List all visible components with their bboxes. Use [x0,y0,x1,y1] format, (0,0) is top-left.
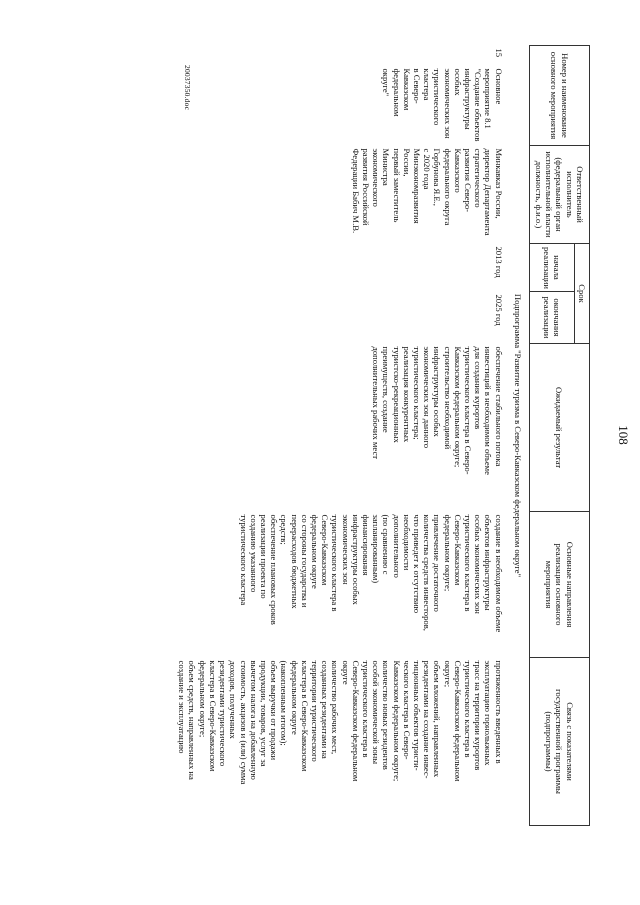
header-number-name: Номер и наименование основного мероприятия [529,46,589,146]
header-responsible: Ответственный исполнитель (федеральный орган исполнительной власти должность, ф.и.о.) [529,146,589,244]
header-srok: Срок [574,244,589,344]
row-name-cell [174,46,507,146]
table-row [174,46,507,826]
page-number: 108 [616,425,631,445]
rotated-document-page [177,45,640,825]
footer-doc-name: 20037350.doc [183,65,193,111]
subprogram-title: Подпрограмма "Развитие туризма в Северо-Кавказском федеральном округе" [512,293,523,578]
row-start: 2013 год [493,246,504,278]
header-start: начала реализации [529,244,574,292]
row-responsible: Минкавказ России, директор Департамента стратегического развития Северо- Кавказского федерального округа Горбунова Я.Е., с 2020 года Минэкономразвития России, первый заместитель Министра экономического развития Российской Федерации Бабич М.В. [350,148,504,236]
row-name: Основное мероприятие 8.1 "Создание объектов инфраструктуры особых экономических зон туристического кластера в Северо-Кавказском федеральном округе" [381,68,504,142]
header-main-directions: Основные направления реализации основного мероприятия [529,512,589,658]
header-expected-result: Ожидаемый результат [529,344,589,512]
row-indicators: протяженность введенных в эксплуатацию горнолыжных трасс на территории курортов туристического кластера в Северо-Кавказском федеральном округе; объем вложений, направленных резидентами на создание инвес- тиционных объектов туристи- ческого кластера в Северо- Кавказском федеральном округе; количество новых резидентов особой экономической зоны туристического кластера в Северо-Кавказском федеральном округе количество рабочих мест, созданных резидентами на территории туристического кластера в Северо-Кавказском федеральном округе (накопленным итогом); объем выручки от продажи продукции, товаров, услуг за вычетом налога на добавленную стоимость, акцизов и (или) сумма доходов, полученных резидентами туристического кластера в Северо-Кавказском федеральном округе; объем средств, направленных на создание и эксплуатацию [177,660,504,785]
row-result: обеспечение стабильного потока инвестиций в необходимом объеме для создания курортов туристического кластера в Северо- Кавказском федеральном округе; строительство необходимой инфраструктуры особых экономических зон данного туристического кластера; реализация конкурентных туристско-рекреационных преимуществ, создание дополнительных рабочих мест [371,346,504,475]
row-directions: создание в необходимом объеме объектов инфраструктуры особых экономических зон туристического кластера в Северо-Кавказском федеральном округе; привлечение достаточного количества средств инвесторов, что приведет к отсутствию необходимости дополнительного (по сравнению с запланированным) финансирования инфраструктуры особых экономических зон туристического кластера в Северо-Кавказском федеральном округе со стороны государства и перерасходов бюджетных средств; обеспечение плановых сроков реализации проекта по созданию указанного туристического кластера [238,514,504,633]
row-number: 15 [493,48,504,58]
row-end: 2025 год [493,294,504,326]
header-end: окончания реализации [529,292,574,344]
activities-table [174,45,590,826]
header-indicators-link: Связь с показателями государственной программы (подпрограммы) [529,658,589,826]
